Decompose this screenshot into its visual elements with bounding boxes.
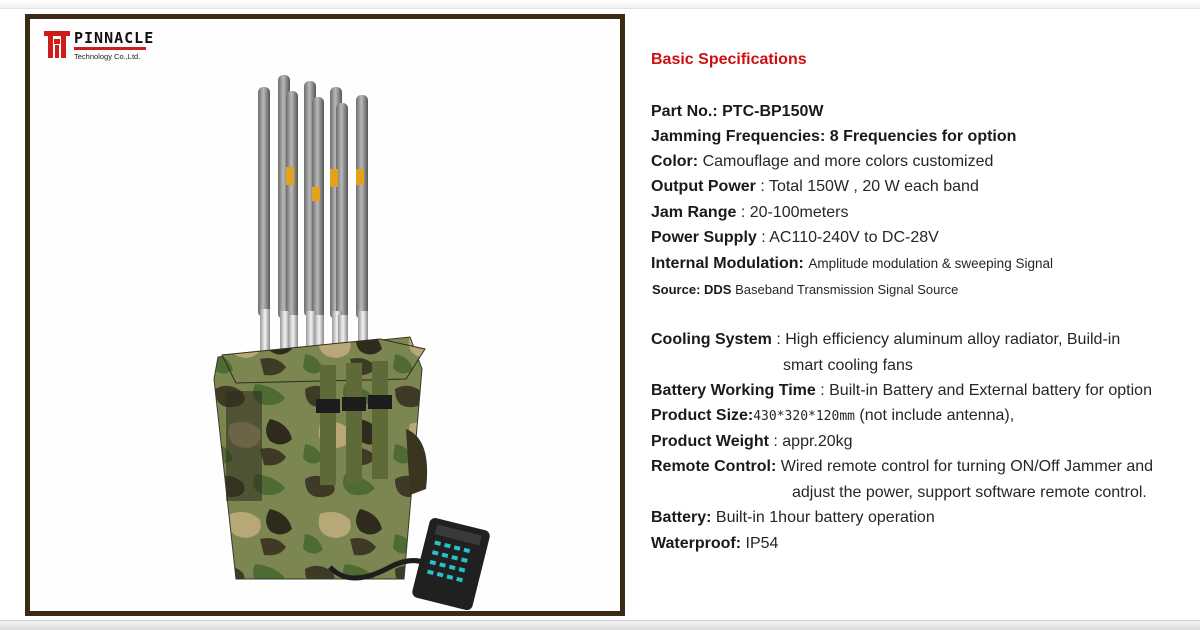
spec-power-supply [651,228,939,248]
spec-output-power [651,177,979,197]
spec-product-size-value: (not include antenna), [854,407,1015,424]
company-logo [42,29,182,73]
spec-internal-modulation [651,254,1053,274]
spec-product-weight [651,432,853,452]
spec-power-supply-value: : AC110-240V to DC-28V [761,229,939,246]
spec-output-power-value: : Total 150W , 20 W each band [760,178,979,195]
logo-underline [74,47,146,50]
logo-subtitle: Technology Co.,Ltd. [74,52,141,61]
spec-part-no [651,102,823,122]
spec-source-value: Baseband Transmission Signal Source [735,282,959,297]
jammer-backpack-image [30,19,620,611]
spec-battery [651,508,935,528]
spec-remote-control [651,457,1153,477]
spec-power-supply-label: Power Supply [651,229,757,246]
spec-battery-time-label: Battery Working Time [651,382,816,399]
spec-waterproof [651,534,778,554]
spec-color-value: Camouflage and more colors customized [702,153,994,170]
spec-part-no-value: PTC-BP150W [722,103,824,120]
spec-source-dds: DDS [704,282,732,297]
spec-color-label: Color: [651,153,699,170]
spec-jam-range-value: : 20-100meters [740,204,849,221]
logo-brand: PINNACLE [74,29,155,47]
spec-product-size-dims: 430*320*120mm [753,409,855,424]
spec-product-weight-value: : appr.20kg [773,433,853,450]
spec-part-no-label: Part No.: [651,103,718,120]
specifications-title: Basic Specifications [651,51,807,68]
spec-product-size [651,406,1014,427]
spec-jamming-frequencies [651,127,1016,147]
spec-cooling-value-continued: smart cooling fans [783,357,913,374]
spec-modulation-label: Internal Modulation: [651,255,804,272]
spec-battery-working-time [651,381,1152,401]
spec-battery-time-value: : Built-in Battery and External battery for option [820,382,1152,399]
antenna-group [258,75,368,359]
pinnacle-logo-icon [42,29,72,61]
camouflage-backpack [214,337,427,579]
spec-battery-value: Built-in 1hour battery operation [715,509,935,526]
spec-color [651,152,993,172]
spec-jam-range-label: Jam Range [651,204,737,221]
spec-remote-value-continued: adjust the power, support software remote control. [792,484,1147,501]
spec-remote-value: Wired remote control for turning ON/Off Jammer and [780,458,1154,475]
spec-source [652,280,958,300]
spec-battery-label: Battery: [651,509,712,526]
product-photo [30,19,620,611]
spec-jamming-label: Jamming Frequencies: [651,128,826,145]
spec-product-size-label: Product Size: [651,407,754,424]
spec-waterproof-label: Waterproof: [651,535,742,552]
spec-jam-range [651,203,848,223]
spec-cooling-label: Cooling System [651,331,772,348]
spec-waterproof-value: IP54 [745,535,779,552]
spec-product-weight-label: Product Weight [651,433,769,450]
spec-cooling-value: : High efficiency aluminum alloy radiator, Build-in [776,331,1121,348]
top-divider [0,0,1200,9]
spec-modulation-value: Amplitude modulation & sweeping Signal [808,256,1053,271]
spec-remote-label: Remote Control: [651,458,777,475]
spec-jamming-value: 8 Frequencies for option [829,128,1017,145]
product-photo-frame [25,14,625,616]
spec-source-label: Source: [652,282,701,297]
spec-cooling-system [651,330,1120,350]
spec-output-power-label: Output Power [651,178,756,195]
remote-control-device [411,517,491,611]
